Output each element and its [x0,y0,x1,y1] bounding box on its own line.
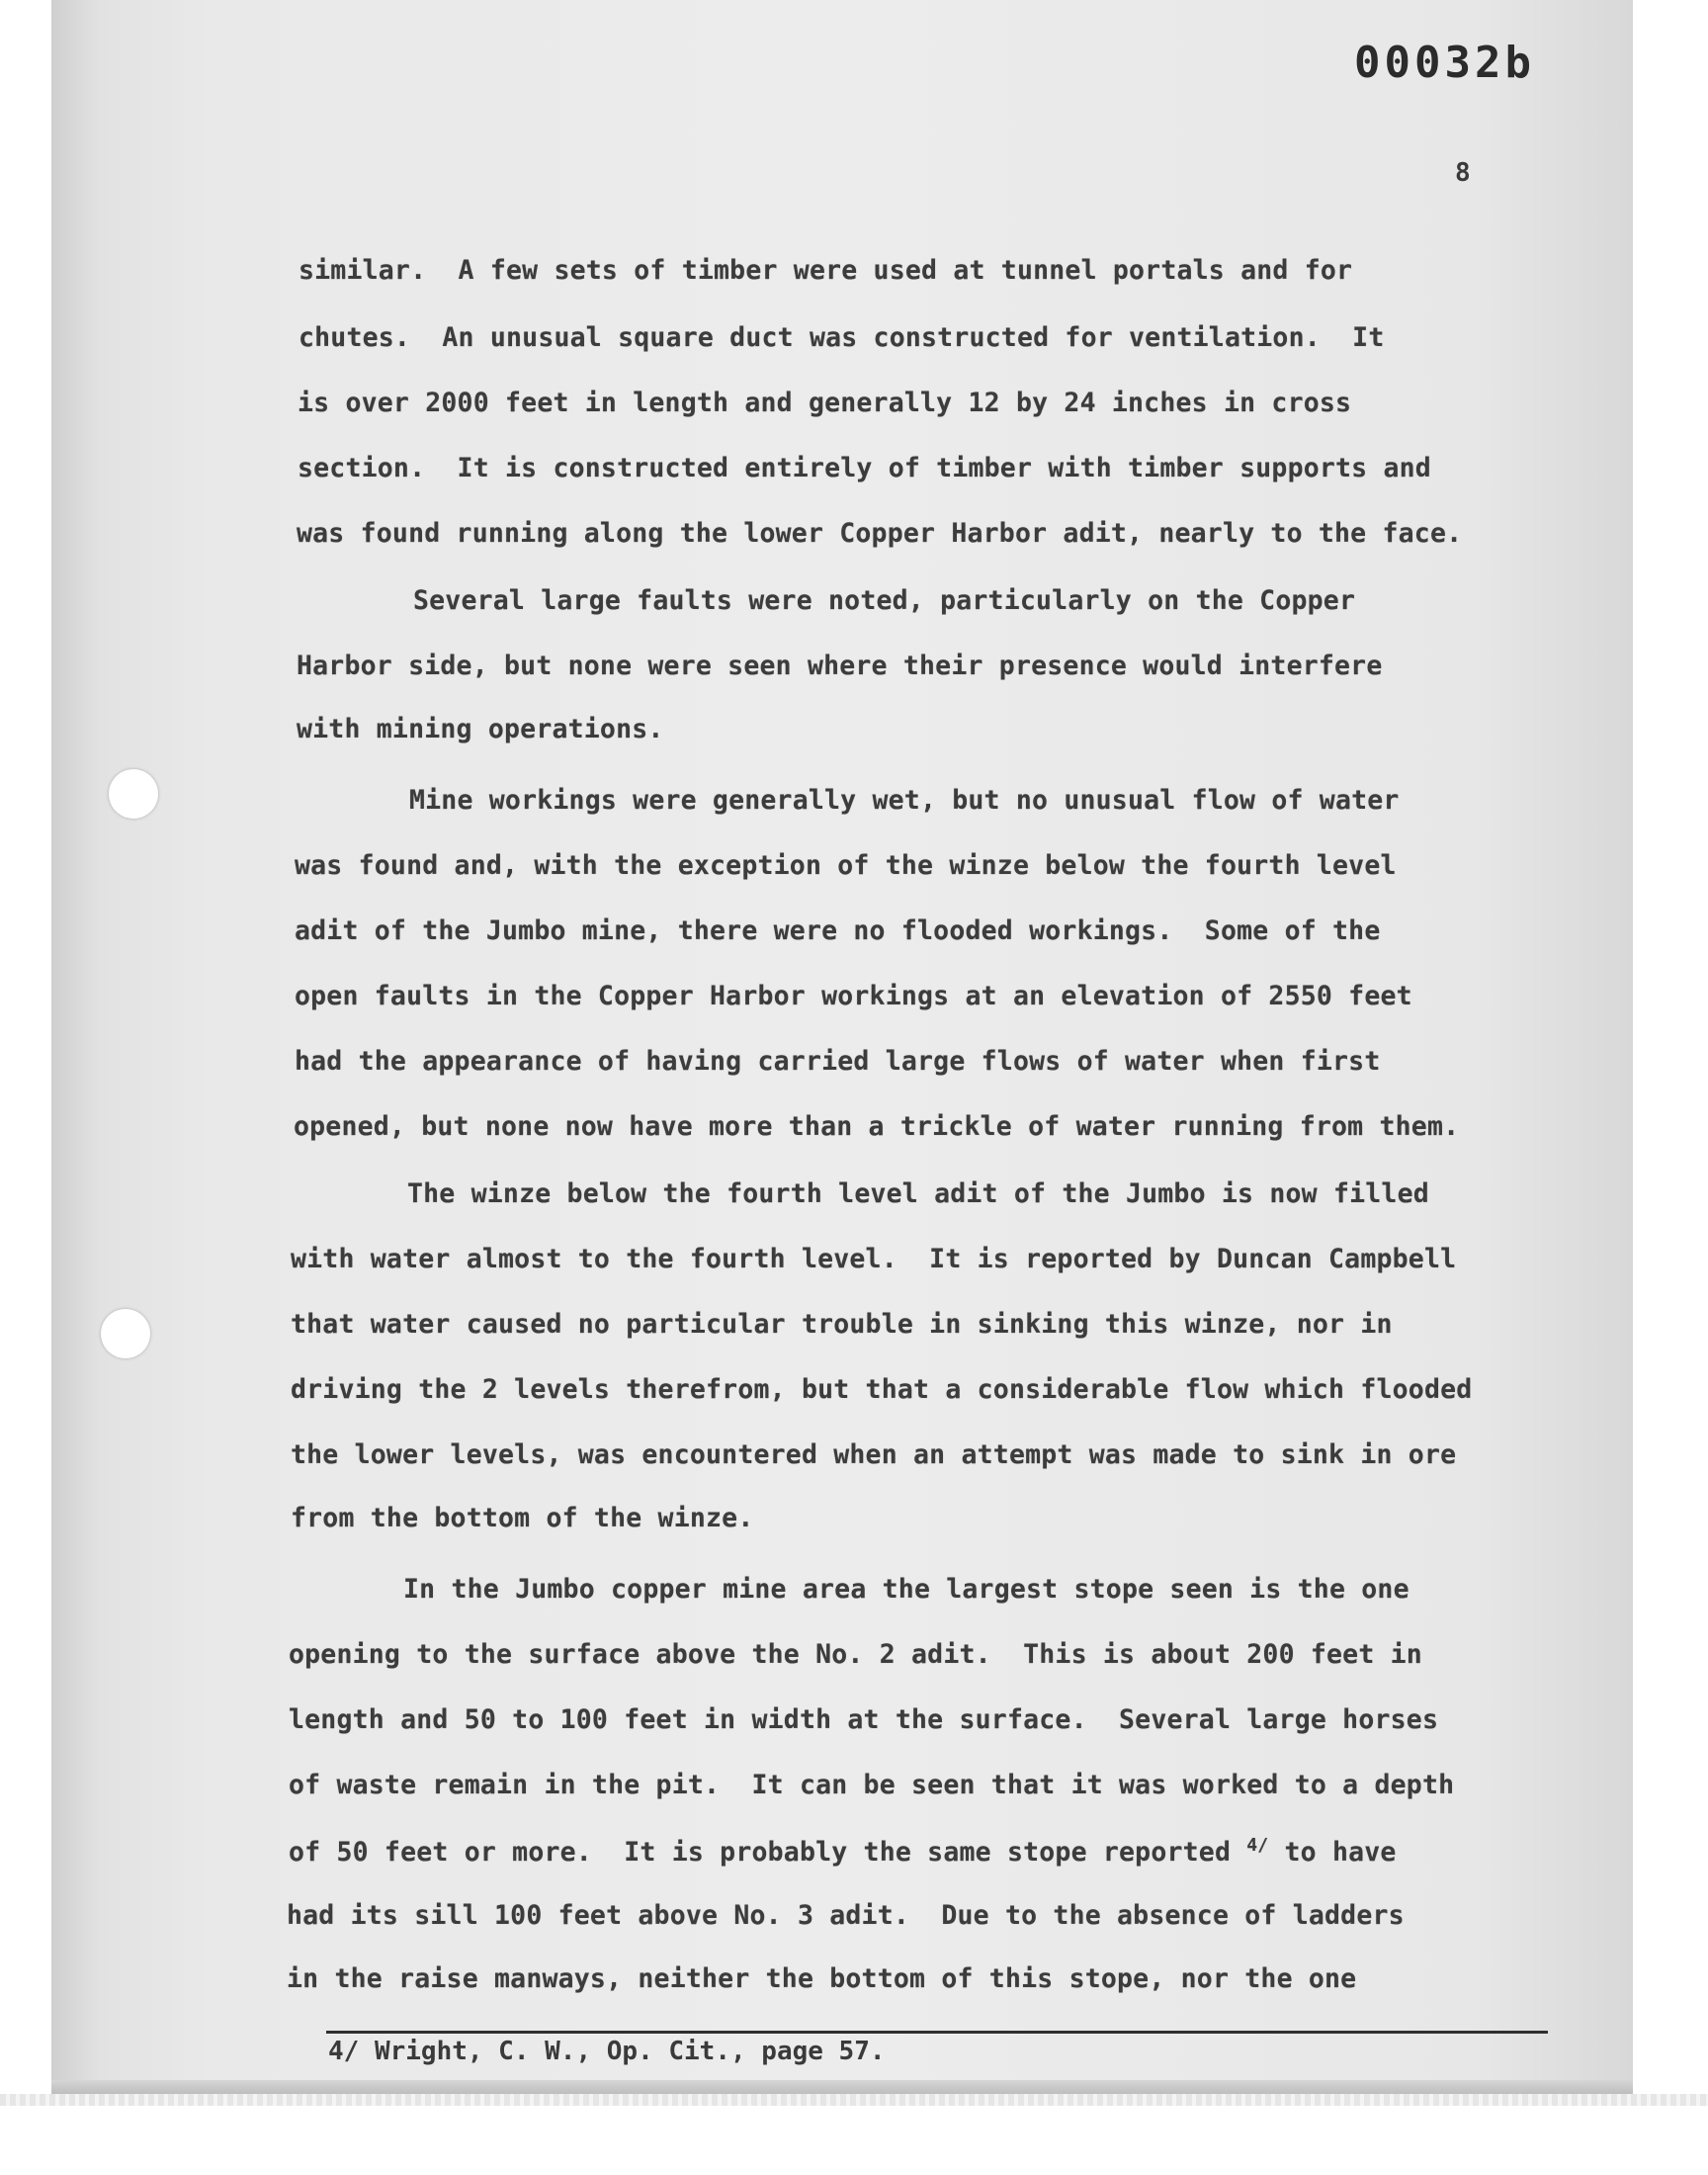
footnote: 4/ Wright, C. W., Op. Cit., page 57. [328,2037,886,2066]
punch-hole-lower [101,1309,150,1358]
text-line: adit of the Jumbo mine, there were no flooded workings. Some of the [295,915,1381,946]
text-line: had its sill 100 feet above No. 3 adit. Due to the absence of ladders [287,1900,1405,1931]
text-line-with-footnote-ref [289,1835,1397,1868]
text-line: Several large faults were noted, particularly on the Copper [413,585,1356,616]
text-line: with water almost to the fourth level. It is reported by Duncan Campbell [291,1244,1457,1274]
text-line: open faults in the Copper Harbor workings at an elevation of 2550 feet [295,981,1412,1011]
punch-hole-upper [109,769,158,819]
text-line: Harbor side, but none were seen where their presence would interfere [297,651,1383,681]
line-text: of 50 feet or more. It is probably the same stope reported [289,1837,1232,1868]
footnote-separator [326,2031,1548,2034]
page-number: 8 [1455,158,1471,188]
text-line: with mining operations. [297,714,664,744]
document-number: 00032b [1354,38,1535,88]
text-line: In the Jumbo copper mine area the largest stope seen is the one [403,1574,1409,1605]
text-line: from the bottom of the winze. [291,1503,754,1533]
text-line: opened, but none now have more than a trickle of water running from them. [294,1111,1460,1142]
text-line: driving the 2 levels therefrom, but that a considerable flow which flooded [291,1374,1473,1405]
text-line: was found running along the lower Copper Harbor adit, nearly to the face. [297,518,1463,549]
text-line: was found and, with the exception of the winze below the fourth level [295,850,1397,881]
text-line: similar. A few sets of timber were used at tunnel portals and for [299,255,1353,286]
text-line: The winze below the fourth level adit of the Jumbo is now filled [407,1178,1429,1209]
text-line: opening to the surface above the No. 2 adit. This is about 200 feet in [289,1639,1422,1670]
text-line: the lower levels, was encountered when an attempt was made to sink in ore [291,1439,1457,1470]
text-line: Mine workings were generally wet, but no unusual flow of water [409,785,1400,816]
text-line: had the appearance of having carried large flows of water when first [295,1046,1381,1077]
text-line: that water caused no particular trouble in sinking this winze, nor in [291,1309,1393,1340]
text-line: section. It is constructed entirely of timber with timber supports and [298,453,1431,483]
text-line: chutes. An unusual square duct was constructed for ventilation. It [299,322,1385,353]
text-line: of waste remain in the pit. It can be seen that it was worked to a depth [289,1770,1455,1800]
text-line: is over 2000 feet in length and generally 12 by 24 inches in cross [298,388,1352,418]
scanned-page [51,0,1633,2094]
footnote-reference: 4/ [1246,1835,1269,1856]
text-line: in the raise manways, neither the bottom of this stope, nor the one [287,1963,1357,1994]
line-text-tail: to have [1268,1837,1397,1868]
scan-edge-band [0,2094,1708,2106]
text-line: length and 50 to 100 feet in width at the surface. Several large horses [289,1704,1439,1735]
